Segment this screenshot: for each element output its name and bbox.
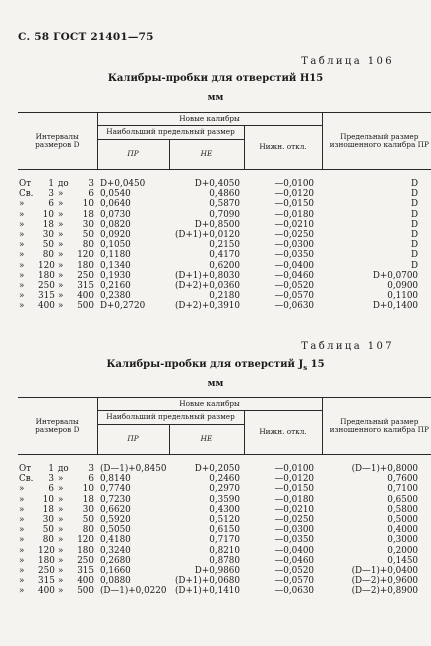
range-from-cell: 315 [38, 576, 55, 587]
table-number: Таблица 107 [301, 341, 394, 352]
range-to-word-cell: » [58, 240, 64, 251]
range-to-word-cell: » [58, 586, 64, 597]
table-row [18, 291, 431, 301]
lower-deviation-cell: —0,0520 [274, 281, 315, 292]
range-to-cell: 250 [77, 555, 94, 566]
table-row [18, 556, 431, 566]
range-to-cell: 400 [77, 576, 94, 587]
range-to-cell: 3 [88, 179, 94, 189]
range-to-cell: 10 [82, 199, 94, 210]
worn-limit-cell: 0,7600 [387, 474, 419, 485]
table-row [18, 505, 431, 515]
ne-size-cell: 0,8210 [209, 545, 240, 556]
range-to-cell: 10 [82, 484, 94, 495]
lower-deviation-cell: —0,0150 [274, 484, 315, 495]
range-from-cell: 18 [42, 504, 54, 515]
table-row [18, 170, 431, 190]
range-from-cell: 3 [48, 189, 54, 200]
range-to-word-cell: » [58, 576, 64, 587]
lower-deviation-cell: —0,0460 [274, 555, 315, 566]
pr-size-cell: 0,1340 [100, 260, 131, 271]
ne-size-cell: 0,8780 [209, 555, 240, 566]
pr-size-cell: 0,1660 [100, 566, 131, 577]
range-from-cell: 18 [42, 219, 54, 230]
header-max-size: Наибольший предельный размер [97, 411, 244, 425]
range-prefix-cell: » [19, 525, 25, 536]
header-pr: ПР [97, 140, 169, 170]
table-row [18, 199, 431, 209]
ne-size-cell: (D+2)+0,0360 [174, 281, 240, 292]
range-prefix-cell: Св. [19, 474, 34, 485]
range-from-cell: 400 [38, 301, 55, 312]
ne-size-cell: 0,7090 [209, 209, 240, 220]
lower-deviation-cell: —0,0630 [274, 301, 315, 312]
table-row [18, 515, 431, 525]
ne-size-cell: D+0,9860 [194, 566, 240, 577]
header-worn-limit: Предельный размер изношенного калибра ПР [322, 113, 431, 170]
header-new-gauges: Новые калибры [97, 113, 322, 126]
range-to-cell: 180 [77, 260, 94, 271]
range-from-cell: 315 [38, 291, 55, 302]
range-to-cell: 80 [82, 240, 94, 251]
range-to-word-cell: » [58, 301, 64, 312]
range-to-word-cell: » [58, 484, 64, 495]
range-to-word-cell: » [58, 189, 64, 200]
range-to-word-cell: до [58, 464, 69, 474]
range-to-word-cell: » [58, 515, 64, 526]
lower-deviation-cell: —0,0400 [274, 260, 315, 271]
worn-limit-cell: D [410, 260, 419, 271]
worn-limit-cell: D [410, 230, 419, 241]
gauge-table [18, 112, 431, 312]
range-to-word-cell: до [58, 179, 69, 189]
range-to-word-cell: » [58, 209, 64, 220]
range-prefix-cell: Св. [19, 189, 34, 200]
ne-size-cell: D+0,8500 [194, 219, 240, 230]
table-unit: мм [207, 93, 224, 103]
range-to-word-cell: » [58, 270, 64, 281]
range-to-word-cell: » [58, 545, 64, 556]
lower-deviation-cell: —0,0100 [274, 464, 315, 474]
range-to-word-cell: » [58, 199, 64, 210]
pr-size-cell: 0,0920 [100, 230, 131, 241]
ne-size-cell: 0,5120 [209, 515, 240, 526]
pr-size-cell: 0,7740 [100, 484, 131, 495]
table-row [18, 281, 431, 291]
range-from-cell: 250 [38, 566, 55, 577]
page-header: С. 58 ГОСТ 21401—75 [18, 31, 154, 43]
table-body [18, 170, 431, 312]
range-from-cell: 80 [42, 250, 54, 261]
range-prefix-cell: » [19, 250, 25, 261]
range-to-cell: 80 [82, 525, 94, 536]
lower-deviation-cell: —0,0570 [274, 291, 315, 302]
header-ne: НЕ [169, 425, 244, 455]
gauge-table [18, 397, 431, 597]
pr-size-cell: 0,2380 [100, 291, 131, 302]
pr-size-cell: 0,0540 [100, 189, 131, 200]
range-prefix-cell: » [19, 219, 25, 230]
pr-size-cell: 0,0880 [100, 576, 131, 587]
range-prefix-cell: » [19, 586, 25, 597]
range-prefix-cell: » [19, 230, 25, 241]
range-to-cell: 250 [77, 270, 94, 281]
range-prefix-cell: » [19, 494, 25, 505]
table-body [18, 455, 431, 597]
ne-size-cell: (D+2)+0,3910 [174, 301, 240, 312]
lower-deviation-cell: —0,0250 [274, 230, 315, 241]
range-prefix-cell: » [19, 504, 25, 515]
range-from-cell: 10 [42, 494, 54, 505]
range-prefix-cell: » [19, 515, 25, 526]
table-row [18, 301, 431, 311]
table-row [18, 271, 431, 281]
table-title [0, 359, 431, 372]
lower-deviation-cell: —0,0300 [274, 240, 315, 251]
worn-limit-cell: (D—1)+0,8000 [351, 464, 419, 474]
worn-limit-cell: 0,6500 [387, 494, 419, 505]
range-to-word-cell: » [58, 494, 64, 505]
ne-size-cell: D+0,4050 [194, 179, 240, 189]
worn-limit-cell: D [410, 179, 419, 189]
pr-size-cell: D+0,0450 [100, 179, 146, 189]
range-prefix-cell: От [19, 179, 32, 189]
lower-deviation-cell: —0,0350 [274, 535, 315, 546]
range-to-word-cell: » [58, 219, 64, 230]
lower-deviation-cell: —0,0210 [274, 504, 315, 515]
range-prefix-cell: » [19, 535, 25, 546]
pr-size-cell: 0,5050 [100, 525, 131, 536]
range-from-cell: 1 [48, 464, 54, 474]
range-from-cell: 400 [38, 586, 55, 597]
header-pr: ПР [97, 425, 169, 455]
range-prefix-cell: » [19, 566, 25, 577]
lower-deviation-cell: —0,0150 [274, 199, 315, 210]
header-lower-deviation: Нижн. откл. [244, 411, 322, 455]
worn-limit-cell: (D—1)+0,0400 [351, 566, 419, 577]
range-from-cell: 3 [48, 474, 54, 485]
lower-deviation-cell: —0,0180 [274, 209, 315, 220]
table-row [18, 525, 431, 535]
pr-size-cell: 0,0820 [100, 219, 131, 230]
ne-size-cell: 0,2180 [209, 291, 240, 302]
table-row [18, 250, 431, 260]
range-from-cell: 180 [38, 270, 55, 281]
ne-size-cell: 0,2970 [209, 484, 240, 495]
range-from-cell: 250 [38, 281, 55, 292]
range-to-word-cell: » [58, 230, 64, 241]
range-to-cell: 315 [77, 281, 94, 292]
range-prefix-cell: » [19, 240, 25, 251]
ne-size-cell: 0,3590 [209, 494, 240, 505]
ne-size-cell: (D+1)+0,8030 [174, 270, 240, 281]
table-row [18, 455, 431, 475]
range-to-word-cell: » [58, 250, 64, 261]
range-prefix-cell: » [19, 545, 25, 556]
table-row [18, 566, 431, 576]
range-to-cell: 50 [82, 515, 94, 526]
worn-limit-cell: 0,5800 [387, 504, 419, 515]
range-prefix-cell: » [19, 209, 25, 220]
range-prefix-cell: » [19, 301, 25, 312]
range-to-cell: 400 [77, 291, 94, 302]
header-new-gauges: Новые калибры [97, 398, 322, 411]
worn-limit-cell: D [410, 250, 419, 261]
worn-limit-cell: D [410, 240, 419, 251]
range-to-cell: 18 [82, 494, 94, 505]
header-worn-limit: Предельный размер изношенного калибра ПР [322, 398, 431, 455]
range-prefix-cell: » [19, 555, 25, 566]
ne-size-cell: D+0,2050 [194, 464, 240, 474]
range-from-cell: 120 [38, 260, 55, 271]
range-to-cell: 18 [82, 209, 94, 220]
range-from-cell: 50 [42, 240, 54, 251]
range-to-cell: 120 [77, 535, 94, 546]
worn-limit-cell: 0,5000 [387, 515, 419, 526]
pr-size-cell: 0,5920 [100, 515, 131, 526]
ne-size-cell: 0,4860 [209, 189, 240, 200]
range-to-word-cell: » [58, 281, 64, 292]
range-prefix-cell: » [19, 270, 25, 281]
lower-deviation-cell: —0,0180 [274, 494, 315, 505]
range-prefix-cell: » [19, 484, 25, 495]
worn-limit-cell: D [410, 199, 419, 210]
range-to-word-cell: » [58, 260, 64, 271]
range-to-word-cell: » [58, 291, 64, 302]
range-from-cell: 30 [42, 230, 54, 241]
pr-size-cell: 0,6620 [100, 504, 131, 515]
header-intervals: Интервалы размеров D [18, 113, 97, 170]
table-row [18, 261, 431, 271]
title-subscript: s [303, 363, 308, 372]
worn-limit-cell: 0,0900 [387, 281, 419, 292]
table-row [18, 210, 431, 220]
range-to-cell: 180 [77, 545, 94, 556]
ne-size-cell: (D+1)+0,0680 [174, 576, 240, 587]
ne-size-cell: 0,5870 [209, 199, 240, 210]
range-to-cell: 50 [82, 230, 94, 241]
worn-limit-cell: 0,1450 [387, 555, 419, 566]
range-prefix-cell: От [19, 464, 32, 474]
range-from-cell: 80 [42, 535, 54, 546]
worn-limit-cell: 0,1100 [387, 291, 419, 302]
range-from-cell: 6 [48, 199, 54, 210]
range-prefix-cell: » [19, 291, 25, 302]
range-to-cell: 120 [77, 250, 94, 261]
table-row [18, 230, 431, 240]
table-unit: мм [207, 379, 224, 389]
pr-size-cell: 0,0730 [100, 209, 131, 220]
range-from-cell: 1 [48, 179, 54, 189]
worn-limit-cell: (D—2)+0,8900 [351, 586, 419, 597]
range-to-cell: 315 [77, 566, 94, 577]
pr-size-cell: 0,4180 [100, 535, 131, 546]
worn-limit-cell: 0,4000 [387, 525, 419, 536]
worn-limit-cell: 0,3000 [387, 535, 419, 546]
worn-limit-cell: 0,2000 [387, 545, 419, 556]
pr-size-cell: 0,2680 [100, 555, 131, 566]
worn-limit-cell: D [410, 219, 419, 230]
worn-limit-cell: D+0,0700 [372, 270, 419, 281]
lower-deviation-cell: —0,0210 [274, 219, 315, 230]
range-to-cell: 30 [82, 219, 94, 230]
table-row [18, 586, 431, 596]
ne-size-cell: 0,4300 [209, 504, 240, 515]
pr-size-cell: 0,1930 [100, 270, 131, 281]
ne-size-cell: (D+1)+0,1410 [174, 586, 240, 597]
table-row [18, 189, 431, 199]
lower-deviation-cell: —0,0570 [274, 576, 315, 587]
range-prefix-cell: » [19, 199, 25, 210]
range-prefix-cell: » [19, 281, 25, 292]
header-intervals: Интервалы размеров D [18, 398, 97, 455]
table-row [18, 495, 431, 505]
ne-size-cell: 0,6150 [209, 525, 240, 536]
range-from-cell: 30 [42, 515, 54, 526]
lower-deviation-cell: —0,0100 [274, 179, 315, 189]
range-to-cell: 30 [82, 504, 94, 515]
pr-size-cell: (D—1)+0,0220 [100, 586, 167, 597]
worn-limit-cell: 0,7100 [387, 484, 419, 495]
range-from-cell: 120 [38, 545, 55, 556]
table-row [18, 484, 431, 494]
pr-size-cell: 0,3240 [100, 545, 131, 556]
title-tail: 15 [310, 359, 325, 370]
pr-size-cell: 0,1050 [100, 240, 131, 251]
lower-deviation-cell: —0,0300 [274, 525, 315, 536]
header-lower-deviation: Нижн. откл. [244, 126, 322, 170]
range-to-word-cell: » [58, 504, 64, 515]
range-to-cell: 3 [88, 464, 94, 474]
worn-limit-cell: D [410, 209, 419, 220]
range-to-word-cell: » [58, 474, 64, 485]
pr-size-cell: 0,2160 [100, 281, 131, 292]
pr-size-cell: (D—1)+0,8450 [100, 464, 167, 474]
ne-size-cell: 0,2460 [209, 474, 240, 485]
lower-deviation-cell: —0,0120 [274, 189, 315, 200]
range-to-word-cell: » [58, 525, 64, 536]
table-row [18, 535, 431, 545]
table-title: Калибры-пробки для отверстий H15 [107, 73, 324, 84]
worn-limit-cell: D+0,1400 [372, 301, 419, 312]
range-to-cell: 500 [77, 301, 94, 312]
table-row [18, 474, 431, 484]
range-from-cell: 50 [42, 525, 54, 536]
range-from-cell: 180 [38, 555, 55, 566]
header-max-size: Наибольший предельный размер [97, 126, 244, 140]
pr-size-cell: 0,1180 [100, 250, 131, 261]
range-prefix-cell: » [19, 260, 25, 271]
range-to-word-cell: » [58, 535, 64, 546]
ne-size-cell: 0,7170 [209, 535, 240, 546]
lower-deviation-cell: —0,0120 [274, 474, 315, 485]
header-ne: НЕ [169, 140, 244, 170]
table-number: Таблица 106 [301, 56, 394, 67]
pr-size-cell: 0,0640 [100, 199, 131, 210]
range-to-cell: 6 [88, 474, 94, 485]
ne-size-cell: 0,6200 [209, 260, 240, 271]
lower-deviation-cell: —0,0630 [274, 586, 315, 597]
lower-deviation-cell: —0,0520 [274, 566, 315, 577]
range-to-word-cell: » [58, 555, 64, 566]
table-row [18, 240, 431, 250]
lower-deviation-cell: —0,0460 [274, 270, 315, 281]
lower-deviation-cell: —0,0250 [274, 515, 315, 526]
range-prefix-cell: » [19, 576, 25, 587]
pr-size-cell: 0,8140 [100, 474, 131, 485]
ne-size-cell: 0,4170 [209, 250, 240, 261]
range-to-cell: 500 [77, 586, 94, 597]
range-to-cell: 6 [88, 189, 94, 200]
lower-deviation-cell: —0,0400 [274, 545, 315, 556]
table-row [18, 576, 431, 586]
pr-size-cell: D+0,2720 [100, 301, 146, 312]
range-from-cell: 6 [48, 484, 54, 495]
table-row [18, 546, 431, 556]
title-main: Калибры-пробки для отверстий J [106, 359, 304, 370]
range-to-word-cell: » [58, 566, 64, 577]
ne-size-cell: 0,2150 [209, 240, 240, 251]
pr-size-cell: 0,7230 [100, 494, 131, 505]
worn-limit-cell: D [410, 189, 419, 200]
worn-limit-cell: (D—2)+0,9600 [351, 576, 419, 587]
lower-deviation-cell: —0,0350 [274, 250, 315, 261]
range-from-cell: 10 [42, 209, 54, 220]
ne-size-cell: (D+1)+0,0120 [174, 230, 240, 241]
table-row [18, 220, 431, 230]
